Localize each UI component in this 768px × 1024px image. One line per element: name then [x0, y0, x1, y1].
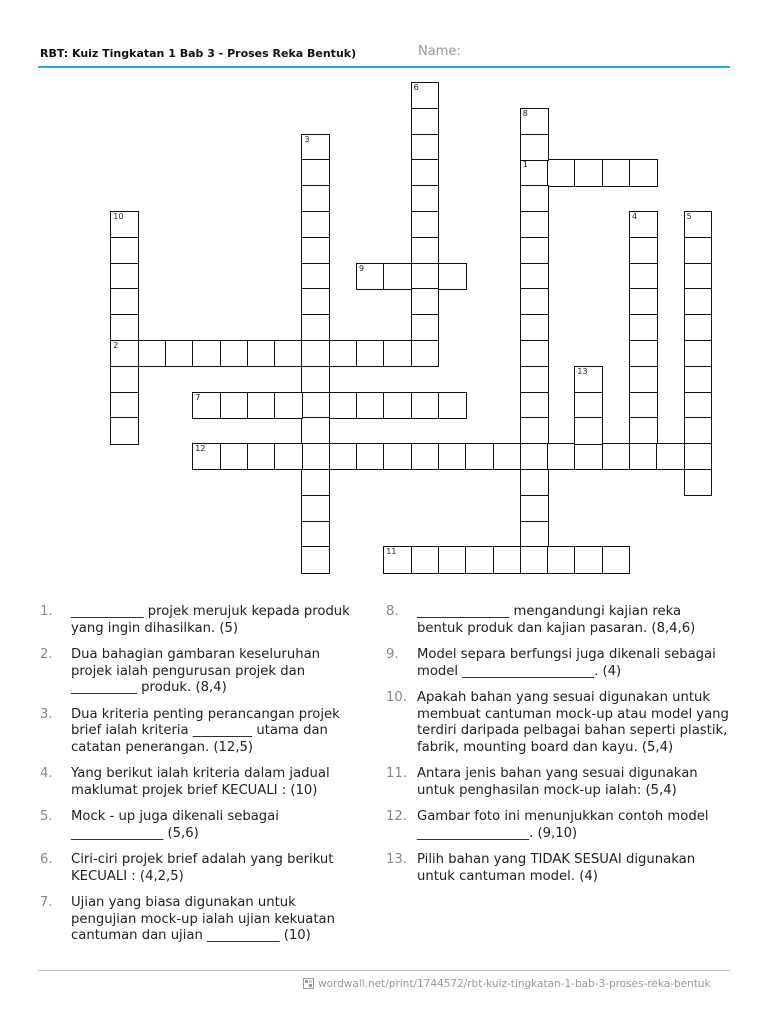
crossword-cell[interactable]	[520, 263, 549, 290]
crossword-cell[interactable]	[520, 521, 549, 548]
crossword-cell[interactable]	[301, 134, 330, 161]
crossword-cell[interactable]	[547, 443, 576, 470]
crossword-cell[interactable]	[356, 263, 385, 290]
crossword-cell[interactable]	[383, 263, 412, 290]
clue-item	[386, 852, 731, 885]
clue-list-right	[386, 604, 731, 895]
crossword-cell[interactable]	[520, 288, 549, 315]
crossword-cell[interactable]	[684, 288, 713, 315]
clue-number: 7.	[40, 895, 53, 910]
crossword-cell[interactable]	[165, 340, 194, 367]
clue-item	[386, 604, 731, 637]
crossword-cell[interactable]	[301, 443, 330, 470]
clue-number: 10.	[386, 690, 407, 705]
crossword-cell[interactable]	[629, 443, 658, 470]
crossword-cell[interactable]	[602, 159, 631, 186]
clue-text: Gambar foto ini menunjukkan contoh model _________________. (9,10)	[417, 809, 709, 841]
crossword-cell[interactable]	[438, 443, 467, 470]
clue-item	[386, 690, 731, 756]
crossword-cell[interactable]	[520, 134, 549, 161]
crossword-cell[interactable]	[629, 340, 658, 367]
crossword-cell[interactable]	[110, 314, 139, 341]
crossword-cell[interactable]	[520, 546, 549, 573]
crossword-cell[interactable]	[684, 366, 713, 393]
clue-number-label: 9	[359, 263, 365, 273]
crossword-cell[interactable]	[684, 417, 713, 444]
clue-number-label: 2	[113, 341, 119, 350]
crossword-cell[interactable]	[411, 546, 440, 573]
crossword-cell[interactable]	[411, 108, 440, 135]
clue-number-label: 7	[195, 392, 201, 402]
crossword-cell[interactable]	[520, 159, 549, 186]
crossword-cell[interactable]	[301, 211, 330, 238]
crossword-cell[interactable]	[411, 237, 440, 264]
crossword-cell[interactable]	[438, 263, 467, 290]
clue-item	[386, 766, 731, 799]
clue-number: 1.	[40, 604, 53, 619]
crossword-cell[interactable]	[520, 366, 549, 393]
footer-url: wordwall.net/print/1744572/rbt-kuiz-tingkatan-1-bab-3-proses-reka-bentuk	[318, 978, 711, 990]
crossword-cell[interactable]	[110, 340, 139, 367]
crossword-cell[interactable]	[520, 495, 549, 522]
clue-number-label: 1	[522, 160, 528, 170]
crossword-cell[interactable]	[684, 211, 713, 238]
clue-number-label: 13	[577, 366, 588, 376]
crossword-cell[interactable]	[684, 263, 713, 290]
crossword-cell[interactable]	[192, 392, 221, 419]
clue-text: Dua kriteria penting perancangan projek brief ialah kriteria _________ utama dan catatan penerangan. (12,5)	[71, 706, 340, 755]
crossword-cell[interactable]	[629, 417, 658, 444]
crossword-cell[interactable]	[438, 546, 467, 573]
crossword-cell[interactable]	[192, 340, 221, 367]
crossword-cell[interactable]	[520, 314, 549, 341]
crossword-cell[interactable]	[411, 340, 440, 367]
crossword-cell[interactable]	[138, 340, 167, 367]
crossword-cell[interactable]	[220, 392, 249, 419]
crossword-cell[interactable]	[301, 495, 330, 522]
crossword-cell[interactable]	[110, 211, 139, 238]
crossword-cell[interactable]	[411, 288, 440, 315]
crossword-cell[interactable]	[329, 392, 358, 419]
crossword-cell[interactable]	[411, 134, 440, 161]
clue-number-label: 4	[632, 212, 638, 221]
crossword-cell[interactable]	[356, 392, 385, 419]
footer	[303, 978, 711, 992]
clue-text: ______________ mengandungi kajian reka bentuk produk dan kajian pasaran. (8,4,6)	[417, 604, 696, 636]
crossword-cell[interactable]	[411, 263, 440, 290]
crossword-cell[interactable]	[301, 546, 330, 573]
crossword-cell[interactable]	[629, 263, 658, 290]
crossword-cell[interactable]	[110, 263, 139, 290]
crossword-cell[interactable]	[110, 392, 139, 419]
crossword-cell[interactable]	[301, 288, 330, 315]
wordwall-logo-icon	[303, 978, 314, 992]
crossword-cell[interactable]	[411, 392, 440, 419]
clue-number: 3.	[40, 706, 53, 722]
crossword-cell[interactable]	[274, 392, 303, 419]
clue-number: 2.	[40, 647, 53, 662]
crossword-cell[interactable]	[438, 392, 467, 419]
crossword-cell[interactable]	[520, 392, 549, 419]
clue-item	[40, 766, 362, 799]
crossword-cell[interactable]	[110, 237, 139, 264]
clue-number: 6.	[40, 852, 53, 867]
clue-number: 4.	[40, 766, 53, 781]
crossword-cell[interactable]	[247, 340, 276, 367]
crossword-cell[interactable]	[684, 469, 713, 496]
clue-number-label: 3	[304, 134, 310, 144]
worksheet-title: RBT: Kuiz Tingkatan 1 Bab 3 - Proses Reka Bentuk)	[40, 47, 357, 60]
crossword-cell[interactable]	[602, 443, 631, 470]
clue-text: Ujian yang biasa digunakan untuk pengujian mock-up ialah ujian kekuatan cantuman dan ujian ___________ (10)	[71, 895, 335, 943]
crossword-cell[interactable]	[301, 469, 330, 496]
clue-item	[40, 852, 362, 885]
crossword-cell[interactable]	[383, 443, 412, 470]
crossword-cell[interactable]	[684, 314, 713, 341]
crossword-cell[interactable]	[301, 314, 330, 341]
crossword-cell[interactable]	[220, 443, 249, 470]
crossword-cell[interactable]	[411, 82, 440, 109]
clue-number: 11.	[386, 766, 407, 781]
crossword-cell[interactable]	[329, 340, 358, 367]
clue-text: Dua bahagian gambaran keseluruhan projek ialah pengurusan projek dan __________ produk. (8,4)	[71, 647, 321, 695]
clue-item	[40, 809, 362, 842]
crossword-cell[interactable]	[574, 366, 603, 393]
crossword-cell[interactable]	[520, 443, 549, 470]
crossword-cell[interactable]	[301, 417, 330, 444]
crossword-cell[interactable]	[274, 340, 303, 367]
clue-text: Mock - up juga dikenali sebagai ______________ (5,6)	[71, 809, 279, 841]
clue-number: 13.	[386, 852, 407, 867]
crossword-cell[interactable]	[684, 443, 713, 470]
crossword-cell[interactable]	[110, 288, 139, 315]
clue-item	[386, 809, 731, 842]
crossword-cell[interactable]	[629, 159, 658, 186]
clue-number-label: 8	[522, 108, 528, 118]
crossword-cell[interactable]	[411, 159, 440, 186]
crossword-cell[interactable]	[220, 340, 249, 367]
crossword-cell[interactable]	[383, 546, 412, 573]
name-label: Name:	[418, 44, 461, 59]
clue-item	[40, 707, 362, 757]
crossword-cell[interactable]	[329, 443, 358, 470]
crossword-cell[interactable]	[684, 340, 713, 367]
clue-text: Ciri-ciri projek brief adalah yang berikut KECUALI : (4,2,5)	[71, 852, 334, 884]
crossword-cell[interactable]	[411, 443, 440, 470]
crossword-cell[interactable]	[301, 185, 330, 212]
crossword-cell[interactable]	[411, 211, 440, 238]
crossword-cell[interactable]	[547, 159, 576, 186]
crossword-cell[interactable]	[247, 392, 276, 419]
clue-text: Apakah bahan yang sesuai digunakan untuk membuat cantuman mock-up atau model yang terdiri daripada pelbagai bahan seperti plastik, fabrik, mounting board dan kayu. (5,4)	[417, 690, 729, 755]
clue-text: Pilih bahan yang TIDAK SESUAI digunakan untuk cantuman model. (4)	[417, 852, 696, 884]
crossword-cell[interactable]	[520, 237, 549, 264]
crossword-cell[interactable]	[301, 340, 330, 367]
clue-number-label: 12	[195, 444, 206, 454]
crossword-cell[interactable]	[547, 546, 576, 573]
clue-number-label: 5	[686, 212, 692, 221]
crossword-cell[interactable]	[574, 546, 603, 573]
crossword-cell[interactable]	[684, 237, 713, 264]
crossword-cell[interactable]	[493, 443, 522, 470]
crossword-cell[interactable]	[301, 392, 330, 419]
crossword-cell[interactable]	[574, 159, 603, 186]
clue-text: Model separa berfungsi juga dikenali sebagai model ____________________. (4)	[417, 647, 716, 679]
crossword-cell[interactable]	[356, 443, 385, 470]
crossword-cell[interactable]	[301, 159, 330, 186]
clue-text: Antara jenis bahan yang sesuai digunakan untuk penghasilan mock-up ialah: (5,4)	[417, 766, 698, 798]
crossword-cell[interactable]	[465, 443, 494, 470]
crossword-cell[interactable]	[602, 546, 631, 573]
clue-number-label: 10	[113, 212, 124, 221]
crossword-cell[interactable]	[684, 392, 713, 419]
clue-number: 5.	[40, 809, 53, 824]
crossword-cell[interactable]	[192, 443, 221, 470]
clue-number-label: 11	[386, 547, 397, 557]
crossword-cell[interactable]	[629, 392, 658, 419]
crossword-cell[interactable]	[520, 185, 549, 212]
crossword-cell[interactable]	[493, 546, 522, 573]
crossword-cell[interactable]	[383, 340, 412, 367]
crossword-cell[interactable]	[110, 366, 139, 393]
footer-divider	[38, 970, 730, 971]
clue-number: 8.	[386, 604, 399, 619]
crossword-cell[interactable]	[629, 288, 658, 315]
clue-number: 9.	[386, 647, 399, 662]
crossword-cell[interactable]	[520, 417, 549, 444]
crossword-cell[interactable]	[520, 340, 549, 367]
crossword-cell[interactable]	[574, 417, 603, 444]
crossword-cell[interactable]	[301, 521, 330, 548]
crossword-cell[interactable]	[656, 443, 685, 470]
crossword-cell[interactable]	[520, 108, 549, 135]
crossword-cell[interactable]	[629, 314, 658, 341]
crossword-cell[interactable]	[629, 366, 658, 393]
clue-item	[40, 604, 362, 637]
crossword-cell[interactable]	[247, 443, 276, 470]
crossword-cell[interactable]	[383, 392, 412, 419]
crossword-cell[interactable]	[574, 392, 603, 419]
crossword-cell[interactable]	[301, 366, 330, 393]
clue-text: ___________ projek merujuk kepada produk yang ingin dihasilkan. (5)	[71, 604, 350, 636]
clue-item	[40, 895, 362, 945]
clue-number-label: 6	[413, 83, 419, 92]
crossword-cell[interactable]	[411, 185, 440, 212]
crossword-cell[interactable]	[110, 417, 139, 444]
clue-item	[40, 647, 362, 697]
clue-text: Yang berikut ialah kriteria dalam jadual maklumat projek brief KECUALI : (10)	[71, 766, 330, 798]
crossword-cell[interactable]	[301, 263, 330, 290]
crossword-cell[interactable]	[629, 211, 658, 238]
crossword-cell[interactable]	[629, 237, 658, 264]
clue-list-left	[40, 604, 362, 955]
crossword-cell[interactable]	[465, 546, 494, 573]
crossword-cell[interactable]	[574, 443, 603, 470]
clue-item	[386, 647, 731, 680]
crossword-cell[interactable]	[520, 469, 549, 496]
clue-number: 12.	[386, 809, 407, 824]
crossword-cell[interactable]	[356, 340, 385, 367]
crossword-cell[interactable]	[520, 211, 549, 238]
crossword-cell[interactable]	[274, 443, 303, 470]
crossword-cell[interactable]	[301, 237, 330, 264]
crossword-cell[interactable]	[411, 314, 440, 341]
